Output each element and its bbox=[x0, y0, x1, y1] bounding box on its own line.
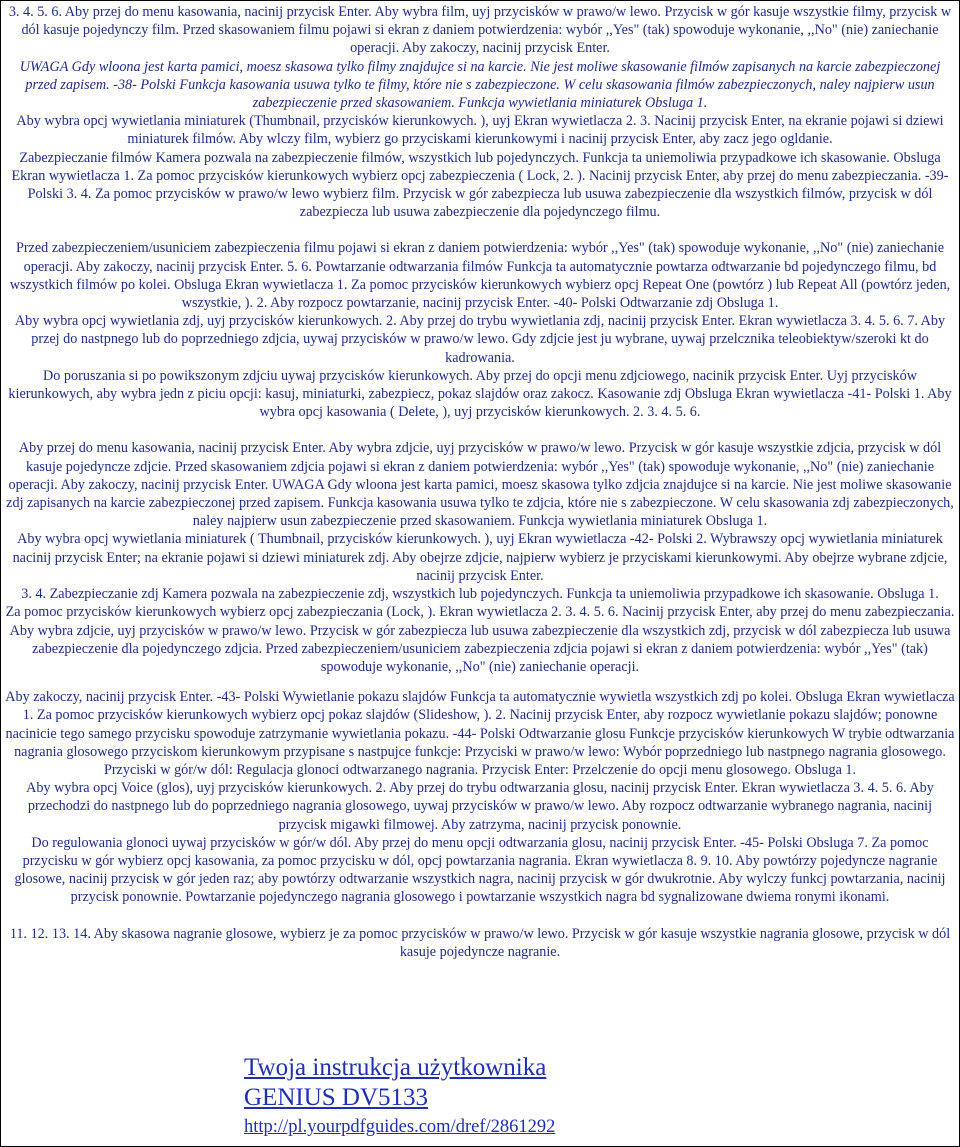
paragraph-15: 11. 12. 13. 14. Aby skasowa nagranie glosowe, wybierz je za pomoc przycisków w prawo/w lewo. Przycisk w gór kasuje wszystkie nagrania glosowe, przycisk w dól kasuje pojedyncze nagranie. bbox=[9, 925, 951, 960]
manual-title-link[interactable]: Twoja instrukcja użytkownika bbox=[244, 1054, 547, 1081]
paragraph-11: Za pomoc przycisków kierunkowych wybierz opcj zabezpieczania (Lock, ). Ekran wywietlacza 2. 3. 4. 5. 6. Nacinij przycisk Enter, aby przej do menu zabezpieczania. Aby wybra zdjcie, uyj przycisków w prawo/w lewo. Przycisk w gór zabezpiecza lub usuwa zabezpieczenie dla wszystkich zdj, przycisk w dól zabezpiecza lub usuwa zabezpieczenie dla pojedynczego zdjcia. Przed zabezpieczeniem/usuniciem zabezpieczenia zdjcia pojawi si ekran z daniem potwierdzenia: wybór ,,Yes" (tak) spowoduje wykonanie, ,,No" (nie) zaniechanie operacji. bbox=[5, 604, 955, 675]
paragraph-10: 3. 4. Zabezpieczanie zdj Kamera pozwala na zabezpieczenie zdj, wszystkich lub pojedynczych. Funkcja ta uniemoliwia przypadkowe ich skasowanie. Obsluga 1. bbox=[21, 586, 939, 603]
manual-text-body bbox=[4, 3, 956, 961]
paragraph-2-note: UWAGA Gdy wloona jest karta pamici, moesz skasowa tylko filmy znajdujce si na karcie. Nie jest moliwe skasowanie filmów zapisanych na karcie zabezpieczonej przed zapisem. -38- Polski Funkcja kasowania usuwa tylko te filmy, które nie s zabezpieczone. W celu skasowania filmów zabezpieczonych, naley najpierw usun zabezpieczenie przed skasowaniem. Funkcja wywietlania miniaturek Obsluga 1. bbox=[19, 58, 941, 112]
paragraph-7: Do poruszania si po powikszonym zdjciu uywaj przycisków kierunkowych. Aby przej do opcji menu zdjciowego, nacinik przycisk Enter. Uyj przycisków kierunkowych, aby wybra jedn z piciu opcji: kasuj, miniaturki, zabezpiecz, pokaz slajdów oraz zakocz. Kasowanie zdj Obsluga Ekran wywietlacza -41- Polski 1. Aby wybra opcj kasowania ( Delete, ), uyj przycisków kierunkowych. 2. 3. 4. 5. 6. bbox=[8, 367, 952, 421]
paragraph-14: Do regulowania glonoci uywaj przycisków w gór/w dól. Aby przej do menu opcji odtwarzania glosu, nacinij przycisk Enter. -45- Polski Obsluga 7. Za pomoc przycisku w gór wybierz opcj kasowania, za pomoc przycisku w dól, opcj powtarzania nagrania. Ekran wywietlacza 8. 9. 10. Aby powtórzy pojedyncze nagranie glosowe, nacinij przycisk w gór jeden raz; aby powtórzy odtwarzanie wszystkich nagra, nacinij przycisk w gór dwukrotnie. Aby wylczy funkcj powtarzania, nacinij przycisk ponownie. Powtarzanie pojedynczego nagrania glosowego i powtarzanie wszystkich nagra bd sygnalizowane dwiema ronymi ikonami. bbox=[14, 834, 946, 906]
footer-links bbox=[244, 1053, 555, 1139]
paragraph-13: Aby wybra opcj Voice (glos), uyj przycisków kierunkowych. 2. Aby przej do trybu odtwarzania glosu, nacinij przycisk Enter. Ekran wywietlacza 3. 4. 5. 6. Aby przechodzi do nastpnego lub do poprzedniego nagrania glosowego, uywaj przycisków w prawo/w lewo. Aby rozpocz odtwarzanie wybranego nagrania, nacinij przycisk migawki filmowej. Aby zatrzyma, nacinij przycisk ponownie. bbox=[26, 780, 934, 833]
source-url-link[interactable]: http://pl.yourpdfguides.com/dref/2861292 bbox=[244, 1117, 556, 1137]
paragraph-4: Zabezpieczanie filmów Kamera pozwala na zabezpieczenie filmów, wszystkich lub pojedynczych. Funkcja ta uniemoliwia przypadkowe ich skasowanie. Obsluga Ekran wywietlacza 1. Za pomoc przycisków kierunkowych wybierz opcj zabezpieczenia ( Lock, 2. ). Nacinij przycisk Enter, aby przej do menu zabezpieczania. -39- Polski 3. 4. Za pomoc przycisków w prawo/w lewo wybierz film. Przycisk w gór zabezpiecza lub usuwa zabezpieczenie dla wszystkich filmów, przycisk w dól zabezpiecza lub usuwa zabezpieczenie dla pojedynczego filmu. bbox=[11, 149, 949, 221]
paragraph-3: Aby wybra opcj wywietlania miniaturek (Thumbnail, przycisków kierunkowych. ), uyj Ekran wywietlacza 2. 3. Nacinij przycisk Enter, na ekranie pojawi si dziewi miniaturek filmów. Aby wlczy film, wybierz go przyciskami kierunkowymi i nacinij przycisk Enter, aby zacz jego ogldanie. bbox=[16, 113, 944, 148]
paragraph-6: Aby wybra opcj wywietlania zdj, uyj przycisków kierunkowych. 2. Aby przej do trybu wywietlania zdj, nacinij przycisk Enter. Ekran wywietlacza 3. 4. 5. 6. 7. Aby przej do nastpnego lub do poprzedniego zdjcia, uywaj przycisków w prawo/w lewo. Gdy zdjcie jest ju wybrane, uywaj przelcznika teleobiektyw/szeroki kt do kadrowania. bbox=[14, 313, 946, 366]
model-link[interactable]: GENIUS DV5133 bbox=[244, 1084, 429, 1111]
paragraph-8: Aby przej do menu kasowania, nacinij przycisk Enter. Aby wybra zdjcie, uyj przycisków w prawo/w lewo. Przycisk w gór kasuje wszystkie zdjcia, przycisk w dól kasuje pojedyncze zdjcie. Przed skasowaniem zdjcia pojawi si ekran z daniem potwierdzenia: wybór ,,Yes" (tak) spowoduje wykonanie, ,,No" (nie) zaniechanie operacji. Aby zakoczy, nacinij przycisk Enter. UWAGA Gdy wloona jest karta pamici, moesz skasowa tylko zdjcia znajdujce si na karcie. Nie jest moliwe skasowanie zdj zapisanych na karcie zabezpieczonej przed zapisem. Funkcja kasowania usuwa tylko te zdjcia, które nie s zabezpieczone. W celu skasowania zdj zabezpieczonych, naley najpierw usun zabezpieczenie przed skasowaniem. Funkcja wywietlania miniaturek Obsluga 1. bbox=[6, 440, 954, 530]
paragraph-1: 3. 4. 5. 6. Aby przej do menu kasowania, nacinij przycisk Enter. Aby wybra film, uyj przycisków w prawo/w lewo. Przycisk w gór kasuje wszystkie filmy, przycisk w dól kasuje pojedynczy film. Przed skasowaniem filmu pojawi si ekran z daniem potwierdzenia: wybór ,,Yes" (tak) spowoduje wykonanie, ,,No" (nie) zaniechanie operacji. Aby zakoczy, nacinij przycisk Enter. bbox=[8, 4, 952, 57]
paragraph-5: Przed zabezpieczeniem/usuniciem zabezpieczenia filmu pojawi si ekran z daniem potwierdzenia: wybór ,,Yes" (tak) spowoduje wykonanie, ,,No" (nie) zaniechanie operacji. Aby zakoczy, nacinij przycisk Enter. 5. 6. Powtarzanie odtwarzania filmów Funkcja ta automatycznie powtarza odtwarzanie bd pojedynczego filmu, bd wszystkich filmów po kolei. Obsluga Ekran wywietlacza 1. Za pomoc przycisków kierunkowych wybierz opcj Repeat One (powtórz ) lub Repeat All (powtórz jeden, wszystkie, ). 2. Aby rozpocz powtarzanie, nacinij przycisk Enter. -40- Polski Odtwarzanie zdj Obsluga 1. bbox=[9, 240, 951, 312]
paragraph-9: Aby wybra opcj wywietlania miniaturek ( Thumbnail, przycisków kierunkowych. ), uyj Ekran wywietlacza -42- Polski 2. Wybrawszy opcj wywietlania miniaturek nacinij przycisk Enter; na ekranie pojawi si dziewi miniaturek zdj. Aby obejrze zdjcie, najpierw wybierz je przyciskami kierunkowymi. Aby obejrze wybrane zdjcie, nacinij przycisk Enter. bbox=[12, 531, 948, 584]
paragraph-12: Aby zakoczy, nacinij przycisk Enter. -43- Polski Wywietlanie pokazu slajdów Funkcja ta automatycznie wywietla wszystkich zdj po kolei. Obsluga Ekran wywietlacza 1. Za pomoc przycisków kierunkowych wybierz opcj pokaz slajdów (Slideshow, ). 2. Nacinij przycisk Enter, aby rozpocz wywietlanie pokazu slajdów; ponowne nacinicie tego samego przycisku spowoduje zatrzymanie wywietlania pokazu. -44- Polski Odtwarzanie glosu Funkcje przycisków kierunkowych W trybie odtwarzania nagrania glosowego przyciskom kierunkowym przypisane s nastpujce funkcje: Przyciski w prawo/w lewo: Wybór poprzedniego lub nastpnego nagrania glosowego. Przyciski w gór/w dól: Regulacja glonoci odtwarzanego nagrania. Przycisk Enter: Przelczenie do opcji menu glosowego. Obsluga 1. bbox=[5, 689, 955, 778]
